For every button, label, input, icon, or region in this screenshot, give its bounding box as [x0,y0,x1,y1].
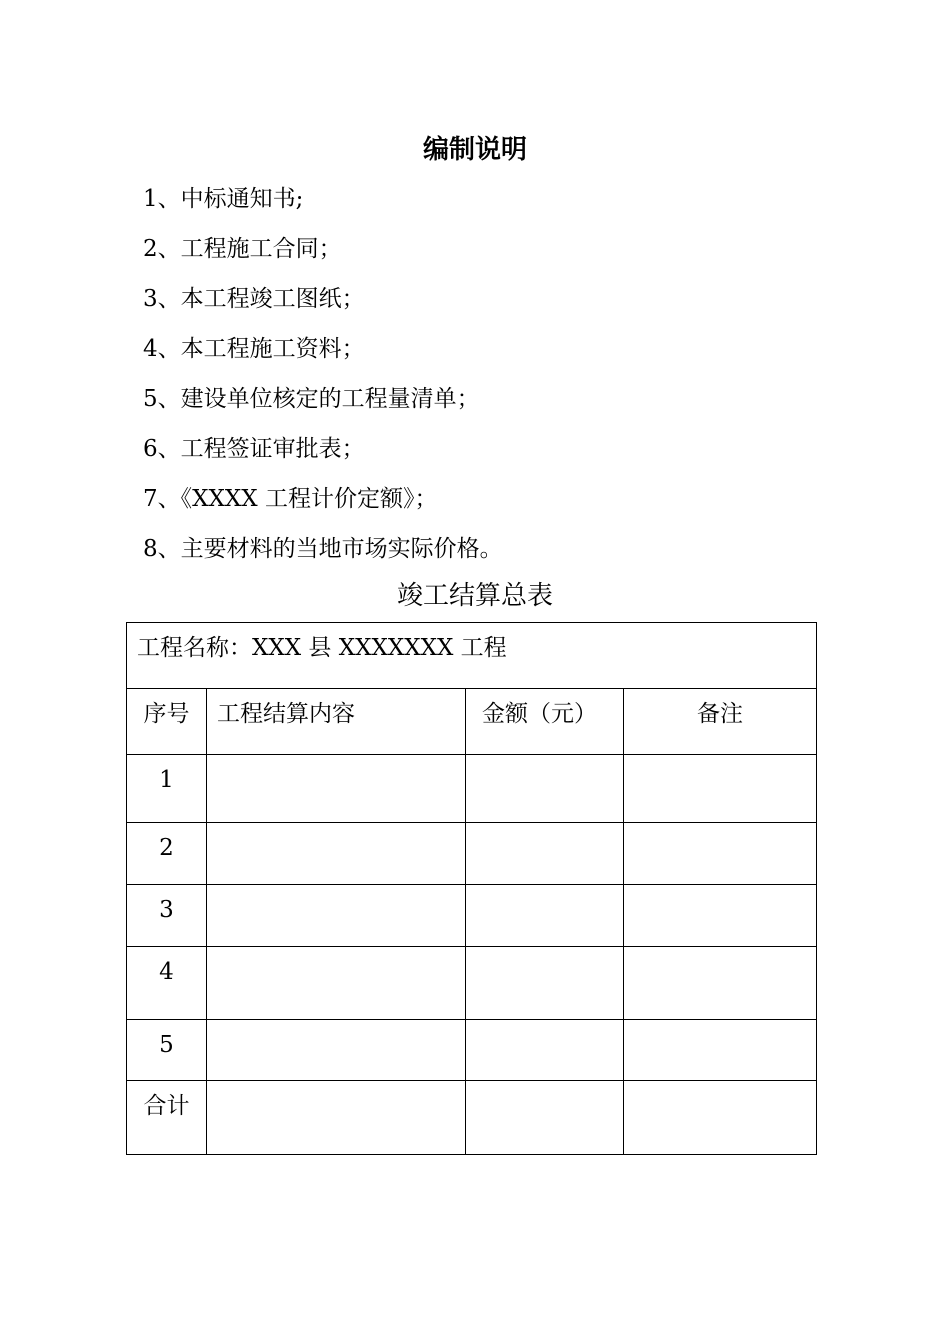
row-amount [466,1020,624,1081]
table-row [127,947,817,1020]
list-item: 1、中标通知书; [143,186,304,212]
list-item: 2、工程施工合同； [143,236,342,262]
table-row [127,755,817,823]
row-content [207,823,466,885]
row-remark [624,755,817,823]
row-content [207,755,466,823]
table-row [127,823,817,885]
total-content [207,1081,466,1155]
page-title: 编制说明 [422,135,527,165]
header-amount: 金额（元） [466,689,624,755]
header-no: 序号 [127,689,207,755]
header-remark: 备注 [624,689,817,755]
total-row [127,1081,817,1155]
settlement-summary-table [126,622,817,1155]
table-row [127,885,817,947]
list-item: 8、主要材料的当地市场实际价格。 [143,536,503,562]
list-item: 5、建设单位核定的工程量清单； [143,386,480,412]
project-name-row [127,623,817,689]
row-amount [466,755,624,823]
row-remark [624,885,817,947]
row-remark [624,1020,817,1081]
row-content [207,947,466,1020]
row-no: 4 [127,947,207,1020]
row-content [207,1020,466,1081]
list-item: 3、本工程竣工图纸； [143,286,365,312]
row-no: 3 [127,885,207,947]
row-amount [466,885,624,947]
list-item: 6、工程签证审批表； [143,436,365,462]
row-remark [624,823,817,885]
row-remark [624,947,817,1020]
row-no: 2 [127,823,207,885]
project-name-cell: 工程名称：XXX 县 XXXXXXX 工程 [127,623,817,689]
total-remark [624,1081,817,1155]
total-label: 合计 [127,1081,207,1155]
list-item: 4、本工程施工资料； [143,336,365,362]
row-content [207,885,466,947]
table-row [127,1020,817,1081]
list-item: 7、《XXXX 工程计价定额》； [143,486,438,512]
table-title: 竣工结算总表 [396,581,553,611]
row-amount [466,947,624,1020]
row-no: 1 [127,755,207,823]
header-content: 工程结算内容 [207,689,466,755]
row-amount [466,823,624,885]
basis-list [143,178,503,578]
row-no: 5 [127,1020,207,1081]
header-row [127,689,817,755]
total-amount [466,1081,624,1155]
